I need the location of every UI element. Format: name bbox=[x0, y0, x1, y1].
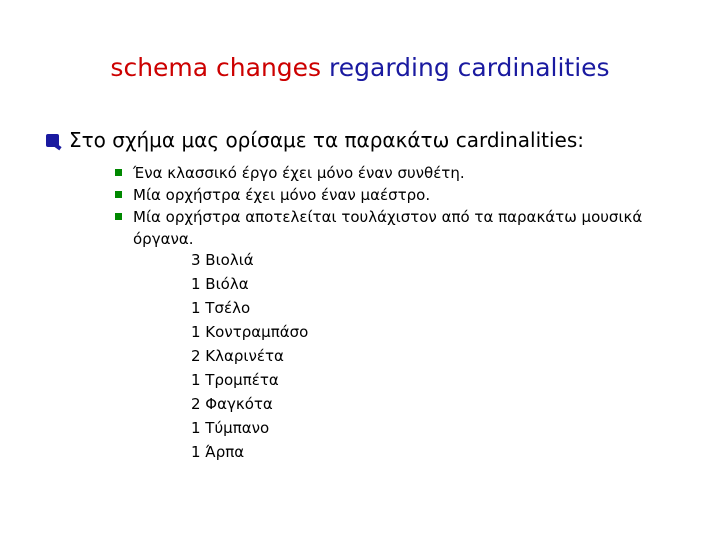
q-box-bullet-icon bbox=[46, 134, 59, 147]
square-bullet-icon bbox=[115, 191, 122, 198]
title-regarding-cardinalities: regarding cardinalities bbox=[329, 53, 610, 82]
sub-bullet-text: Ένα κλασσικό έργο έχει μόνο έναν συνθέτη. bbox=[133, 164, 465, 182]
sub-bullet-item bbox=[115, 206, 690, 250]
instrument-item: 3 Βιολιά bbox=[191, 251, 254, 269]
instrument-item: 1 Τύμπανο bbox=[191, 419, 270, 437]
instrument-list bbox=[191, 248, 308, 464]
main-bullet-text: Στο σχήμα μας ορίσαμε τα παρακάτω cardinalities: bbox=[69, 128, 584, 152]
instrument-item: 1 Άρπα bbox=[191, 443, 245, 461]
instrument-item: 1 Κοντραμπάσο bbox=[191, 323, 309, 341]
instrument-item: 1 Τρομπέτα bbox=[191, 371, 279, 389]
square-bullet-icon bbox=[115, 213, 122, 220]
sub-bullet-text: Μία ορχήστρα αποτελείται τουλάχιστον από τα παρακάτω μουσικά όργανα. bbox=[133, 208, 643, 248]
sub-bullet-item bbox=[115, 184, 690, 206]
square-bullet-icon bbox=[115, 169, 122, 176]
sub-bullet-text: Μία ορχήστρα έχει μόνο έναν μαέστρο. bbox=[133, 186, 431, 204]
title-schema-changes: schema changes bbox=[110, 53, 330, 82]
sub-bullet-list bbox=[115, 162, 690, 250]
main-bullet bbox=[46, 126, 584, 154]
instrument-item: 1 Τσέλο bbox=[191, 299, 251, 317]
instrument-item: 1 Βιόλα bbox=[191, 275, 249, 293]
instrument-item: 2 Φαγκότα bbox=[191, 395, 273, 413]
sub-bullet-item bbox=[115, 162, 690, 184]
slide-title bbox=[0, 52, 720, 84]
instrument-item: 2 Κλαρινέτα bbox=[191, 347, 284, 365]
